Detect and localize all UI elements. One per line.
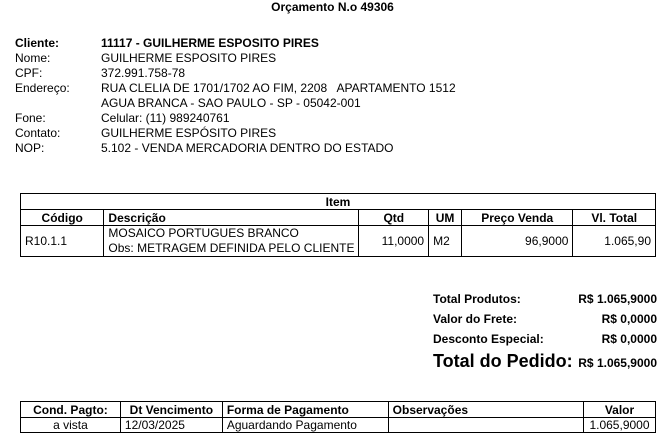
desconto-label: Desconto Especial: xyxy=(433,332,544,346)
payment-venc: 12/03/2025 xyxy=(120,418,222,433)
item-qtd: 11,0000 xyxy=(359,226,429,257)
payment-obs xyxy=(388,418,583,433)
item-obs: Obs: METRAGEM DEFINIDA PELO CLIENTE xyxy=(108,241,355,255)
nome-value: GUILHERME ESPOSITO PIRES xyxy=(101,51,277,65)
item-descricao-cell xyxy=(104,226,359,257)
table-row xyxy=(21,226,656,257)
page-title: Orçamento N.o 49306 xyxy=(271,0,394,14)
cpf-label: CPF: xyxy=(15,66,43,80)
cliente-label: Cliente: xyxy=(15,36,60,50)
nop-label: NOP: xyxy=(15,141,45,155)
fone-label: Fone: xyxy=(15,111,46,125)
col-um: UM xyxy=(429,210,462,226)
total-produtos-label: Total Produtos: xyxy=(433,292,521,306)
desconto-value: R$ 0,0000 xyxy=(601,332,657,346)
table-row xyxy=(21,418,656,433)
col-descricao: Descrição xyxy=(104,210,359,226)
payment-valor: 1.065,9000 xyxy=(583,418,655,433)
valor-frete-value: R$ 0,0000 xyxy=(601,312,657,326)
col-valor: Valor xyxy=(583,402,655,418)
total-produtos-value: R$ 1.065,9000 xyxy=(578,292,657,306)
items-group-header: Item xyxy=(21,194,656,210)
desconto-row xyxy=(433,328,657,348)
totals-block xyxy=(433,288,657,374)
payment-header-row xyxy=(21,402,656,418)
col-qtd: Qtd xyxy=(359,210,429,226)
valor-frete-row xyxy=(433,308,657,328)
items-group-header-row xyxy=(21,194,656,210)
col-dt-vencimento: Dt Vencimento xyxy=(120,402,222,418)
col-codigo: Código xyxy=(21,210,104,226)
endereco-line2: AGUA BRANCA - SAO PAULO - SP - 05042-001 xyxy=(101,96,361,110)
col-cond-pagto: Cond. Pagto: xyxy=(21,402,121,418)
total-produtos-row xyxy=(433,288,657,308)
payment-forma: Aguardando Pagamento xyxy=(222,418,388,433)
nome-label: Nome: xyxy=(15,51,51,65)
item-codigo: R10.1.1 xyxy=(21,226,104,257)
cliente-value: 11117 - GUILHERME ESPOSITO PIRES xyxy=(101,36,319,50)
fone-value: Celular: (11) 989240761 xyxy=(101,111,230,125)
col-observacoes: Observações xyxy=(388,402,583,418)
total-pedido-value: R$ 1.065,9000 xyxy=(578,356,657,370)
contato-value: GUILHERME ESPÓSITO PIRES xyxy=(101,126,277,140)
contato-label: Contato: xyxy=(15,126,61,140)
item-total: 1.065,90 xyxy=(573,226,656,257)
total-pedido-label: Total do Pedido: xyxy=(433,351,573,371)
valor-frete-label: Valor do Frete: xyxy=(433,312,518,326)
endereco-line1: RUA CLELIA DE 1701/1702 AO FIM, 2208 APARTAMENTO 1512 xyxy=(101,81,456,95)
item-descricao: MOSAICO PORTUGUES BRANCO xyxy=(108,226,299,240)
item-um: M2 xyxy=(429,226,462,257)
cpf-value: 372.991.758-78 xyxy=(101,66,186,80)
total-pedido-row xyxy=(433,348,657,374)
item-preco: 96,9000 xyxy=(462,226,573,257)
endereco-label: Endereço: xyxy=(15,81,70,95)
nop-value: 5.102 - VENDA MERCADORIA DENTRO DO ESTADO xyxy=(101,141,394,155)
col-total: Vl. Total xyxy=(573,210,656,226)
payment-table xyxy=(20,401,656,433)
col-preco: Preço Venda xyxy=(462,210,573,226)
items-table xyxy=(20,193,656,257)
col-forma-pagamento: Forma de Pagamento xyxy=(222,402,388,418)
payment-cond: a vista xyxy=(21,418,121,433)
items-header-row xyxy=(21,210,656,226)
